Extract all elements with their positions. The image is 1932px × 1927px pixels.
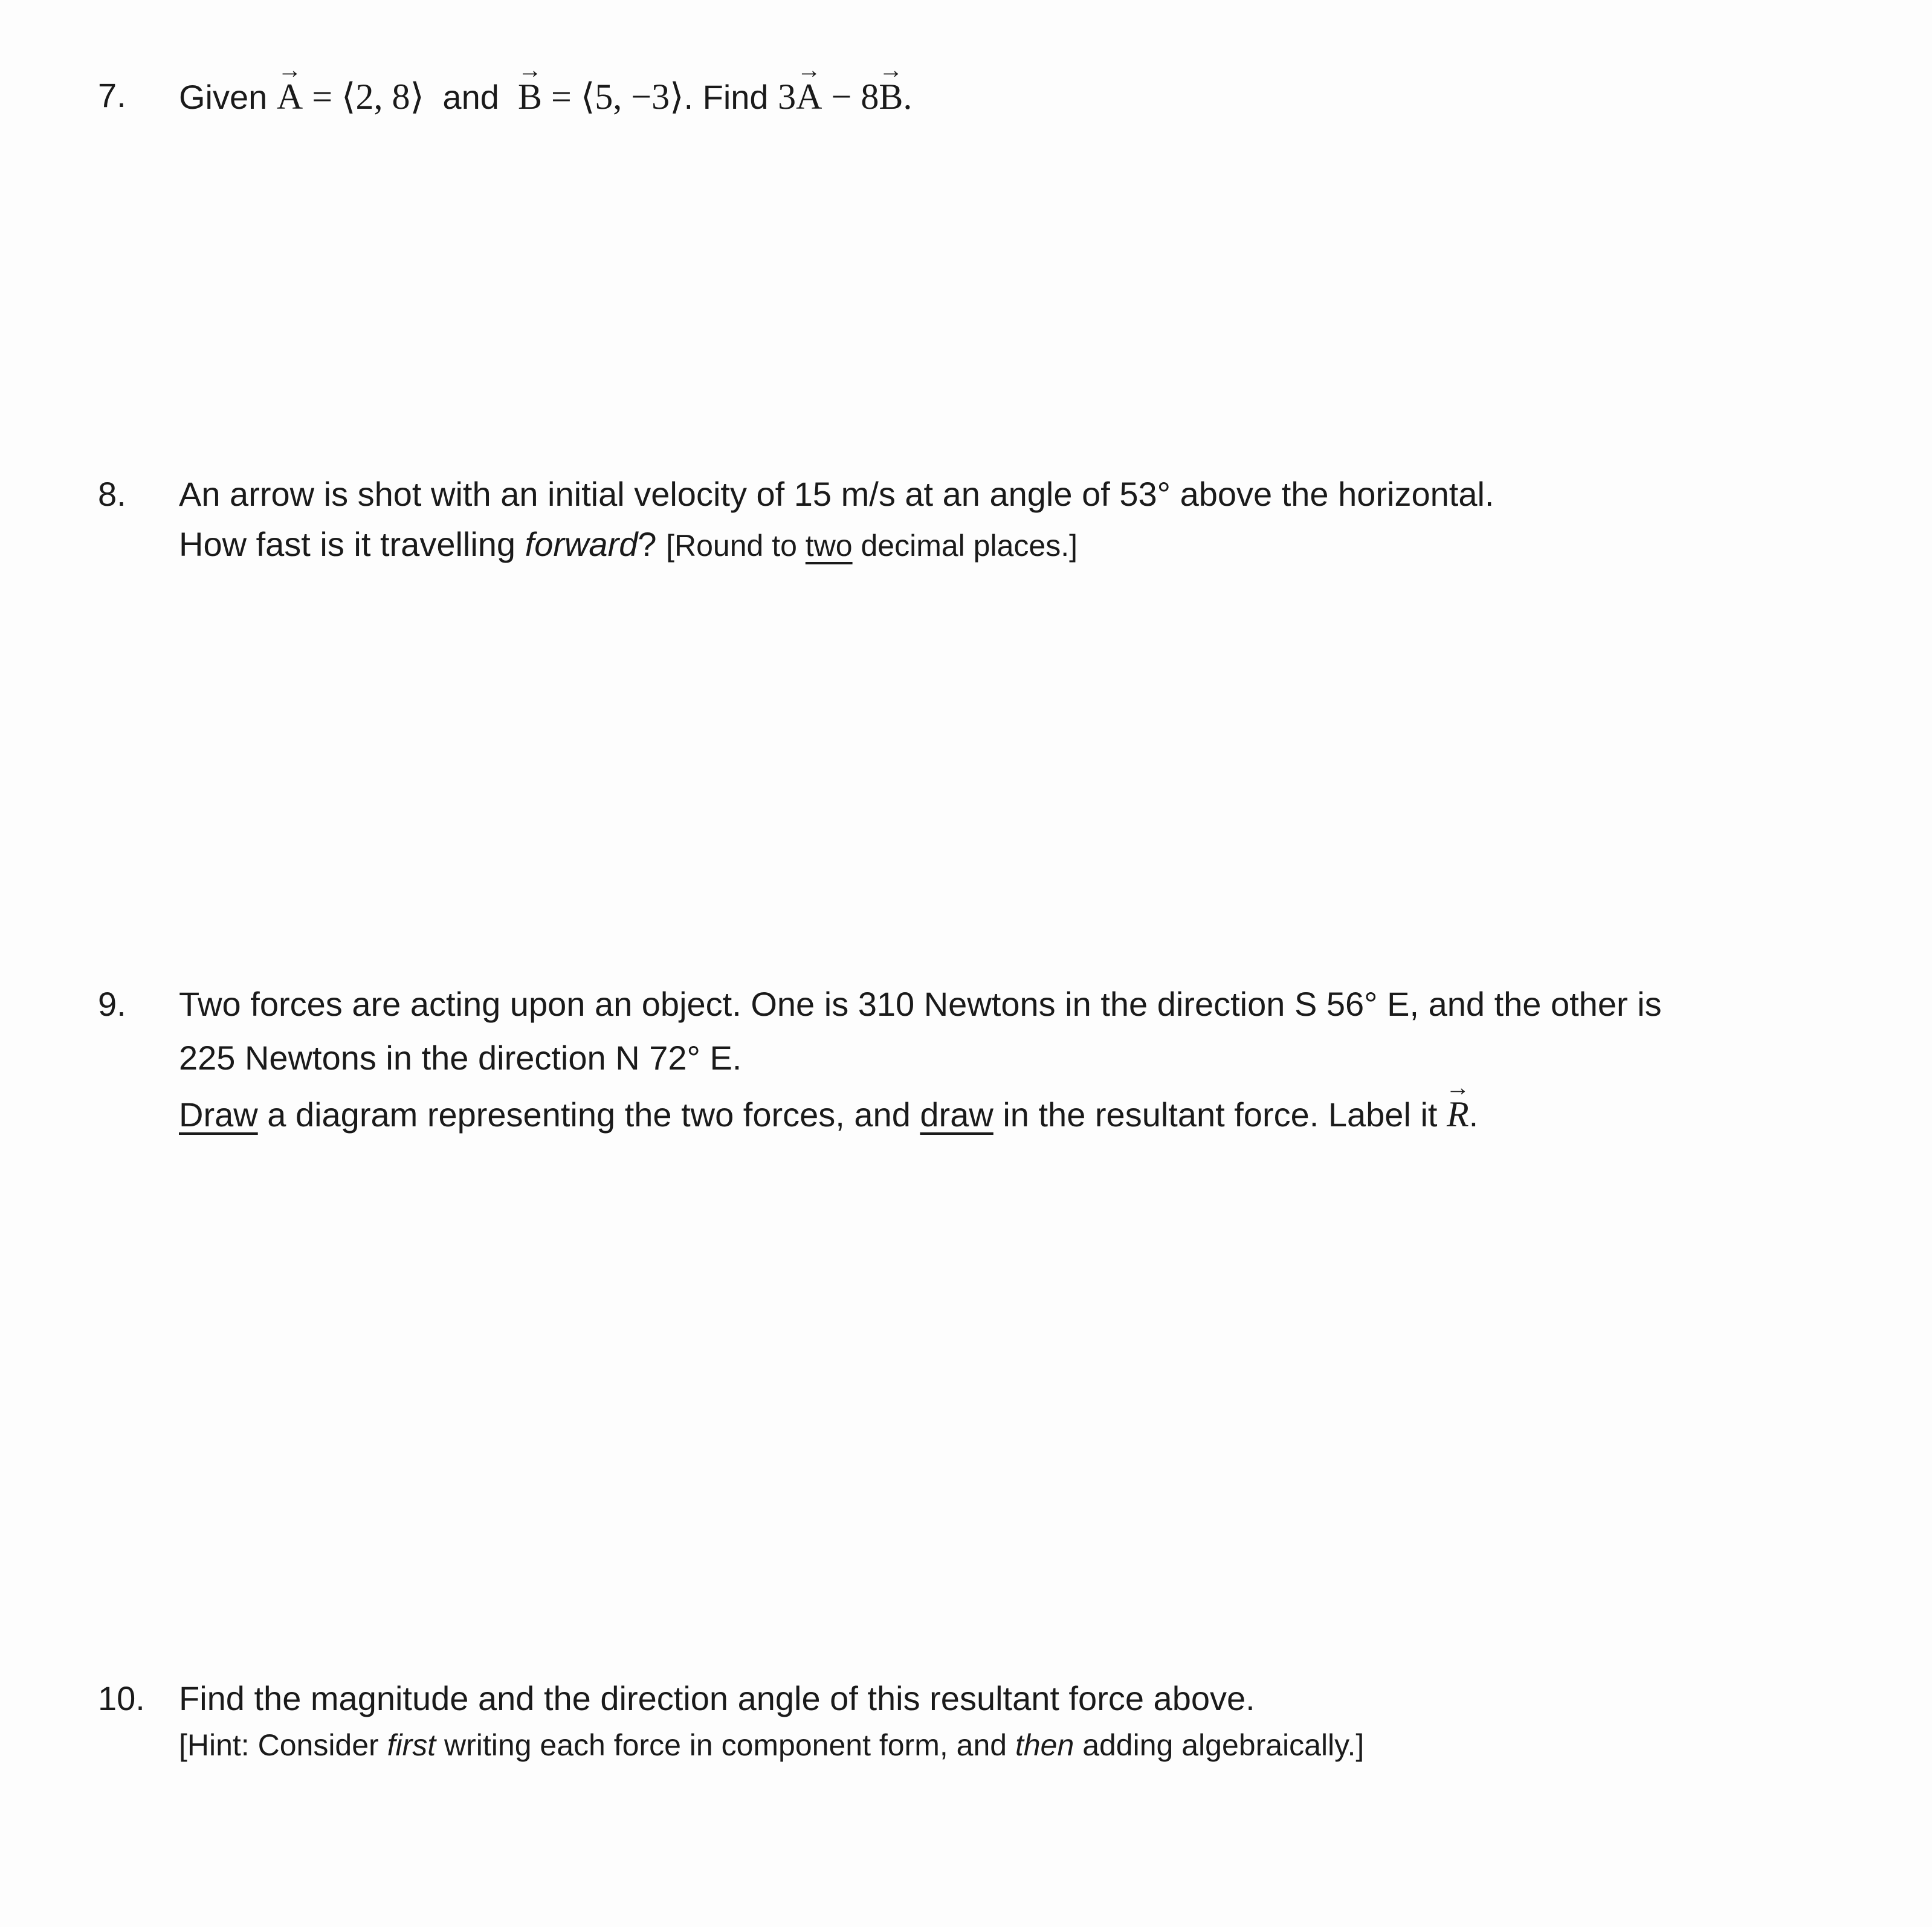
vector-a [276,56,303,117]
question-line-3 [179,1074,1479,1134]
vector-a-value: = ⟨2, 8⟩ [303,77,424,117]
emphasis-then: then [1015,1728,1074,1762]
question-line-2: 225 Newtons in the direction N 72° E. [179,1039,742,1077]
vector-a-letter: A [276,77,303,117]
coef-3: 3 [778,77,796,117]
text-segment: decimal places.] [852,529,1077,563]
vector-b-letter: B [517,77,543,117]
emphasis-forward: forward [525,525,638,563]
vector-r [1446,1074,1470,1134]
vector-arrow-icon: → [796,56,821,83]
vector-arrow-icon: → [1446,1074,1470,1101]
text-segment: [Hint: Consider [179,1728,387,1762]
underlined-two: two [805,529,853,563]
text-segment: [Round to [666,529,806,563]
question-number: 10. [98,1679,145,1717]
question-line-1: An arrow is shot with an initial velocity of 15 m/s at an angle of 53° above the horizontal. [179,475,1494,513]
underlined-draw: draw [920,1096,993,1134]
vector-a-letter: A [796,77,822,117]
vector-b-value: = ⟨5, −3⟩ [542,77,684,117]
find-label: . Find [683,78,769,116]
question-line-1: Find the magnitude and the direction angle of this resultant force above. [179,1679,1255,1717]
minus-8: − 8 [822,77,879,117]
question-number: 7. [98,76,126,114]
emphasis-first: first [387,1728,436,1762]
vector-arrow-icon: → [879,56,903,83]
vector-b-expression [517,56,684,117]
period: . [903,77,913,117]
given-label: Given [179,78,268,116]
vector-arrow-icon: → [277,56,302,83]
period: . [1468,1096,1479,1134]
text-segment: writing each force in component form, and [436,1728,1015,1762]
question-number: 8. [98,475,126,513]
target-expression [778,56,913,117]
vector-r-letter: R [1447,1094,1469,1134]
text-segment: adding algebraically.] [1074,1728,1365,1762]
question-text [179,56,913,117]
underlined-draw: Draw [179,1096,258,1134]
vector-b-letter: B [879,77,903,117]
text-segment: ? [638,525,667,563]
hint-line [179,1730,1364,1760]
text-segment: How fast is it travelling [179,525,525,563]
text-segment: a diagram representing the two forces, and [257,1096,920,1134]
text-segment: in the resultant force. Label it [993,1096,1447,1134]
rounding-note [666,529,1077,563]
vector-a-expression [276,56,433,117]
question-line-2 [179,525,1077,563]
vector-a [796,56,822,117]
question-line-1: Two forces are acting upon an object. One is 310 Newtons in the direction S 56° E, and the other is [179,985,1662,1023]
question-number: 9. [98,985,126,1023]
and-label: and [442,78,499,116]
vector-b [517,56,543,117]
vector-b [879,56,903,117]
vector-arrow-icon: → [518,56,542,83]
